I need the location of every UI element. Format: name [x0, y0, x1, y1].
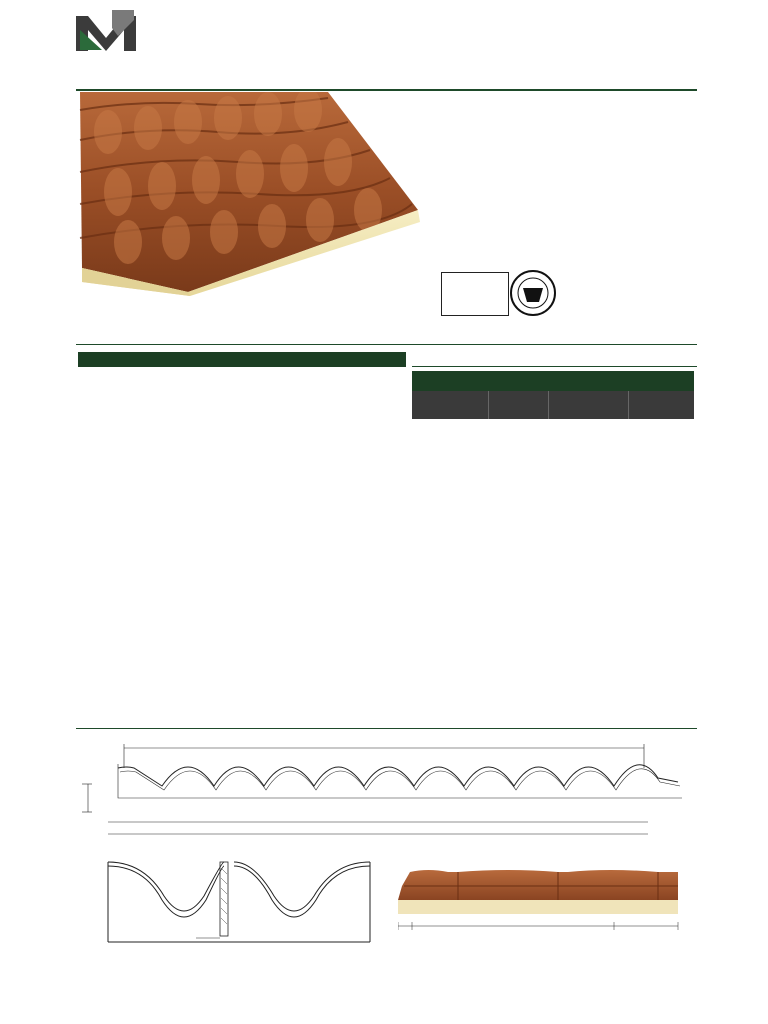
side-view-drawing: [398, 866, 682, 950]
tech-table-header: [78, 352, 406, 367]
description: [78, 573, 676, 578]
thermal-head: [628, 371, 694, 391]
thermal-head: [488, 371, 628, 391]
specs-col2: [571, 97, 706, 107]
thermal-head: [412, 371, 488, 391]
bureau-veritas-seal-icon: [509, 266, 557, 324]
thermal-subhead: [412, 391, 488, 419]
detail-drawing: [104, 856, 376, 956]
logo-mark-icon: [76, 6, 136, 56]
thermal-table: [412, 371, 694, 419]
header-rule: [76, 89, 697, 91]
thermal-subhead: [548, 391, 628, 419]
company-logo: [76, 6, 136, 56]
tech-title-rule: [76, 344, 697, 345]
specs-col1: [432, 97, 567, 107]
iso-certification-badge: [441, 272, 509, 316]
thermal-subhead: [488, 391, 548, 419]
thermal-title-rule: [412, 366, 697, 367]
geo-title-rule: [76, 728, 697, 729]
tech-table: [78, 352, 406, 373]
thermal-subhead: [628, 391, 694, 419]
product-image: [78, 92, 422, 297]
profile-drawing: [78, 738, 690, 838]
